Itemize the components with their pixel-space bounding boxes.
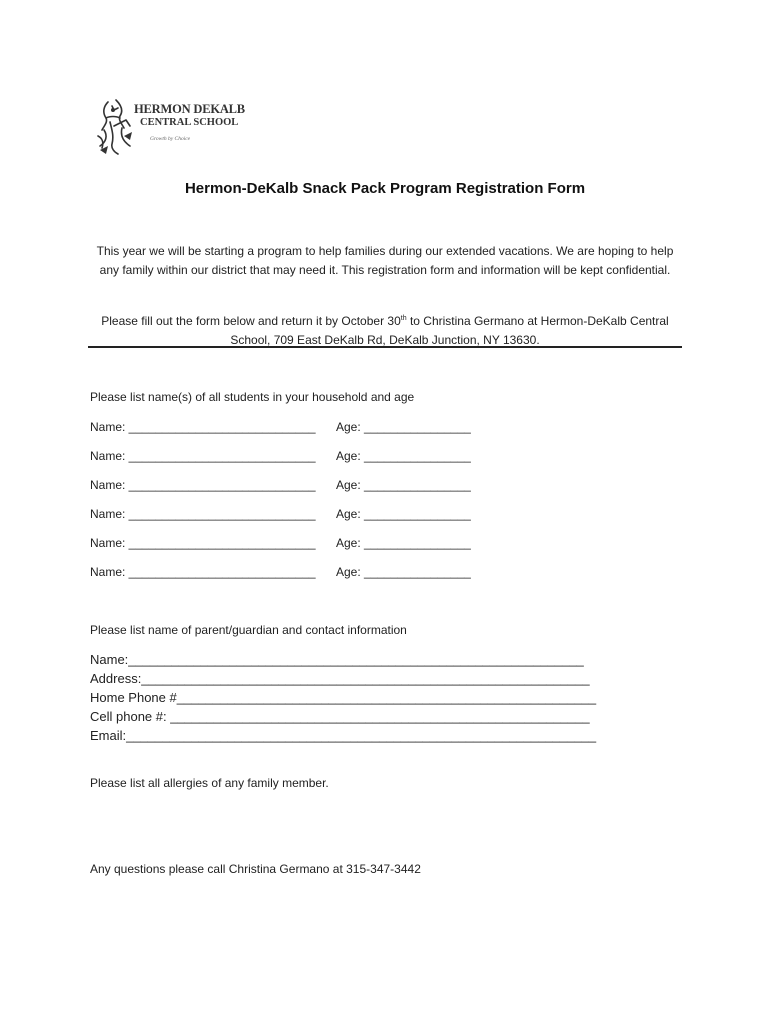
instructions-paragraph [90, 309, 680, 350]
parent-address-field[interactable]: Address:______________________________________________________________ [90, 671, 590, 686]
students-section-label: Please list name(s) of all students in your household and age [90, 390, 415, 404]
instructions-text-start: Please fill out the form below and return it by October 30 [101, 314, 401, 328]
logo-motto: Growth by Choice [150, 136, 191, 142]
parent-home-phone-field[interactable]: Home Phone #__________________________________________________________ [90, 690, 597, 705]
student-name-field[interactable]: Name: ____________________________ [90, 449, 316, 463]
parent-contact-block [90, 650, 596, 745]
instructions-superscript: th [400, 315, 407, 322]
student-row [90, 420, 471, 434]
student-row [90, 565, 471, 579]
contact-footer: Any questions please call Christina Germano at 315-347-3442 [90, 862, 421, 876]
school-logo [94, 96, 245, 158]
student-age-field[interactable]: Age: ________________ [336, 507, 471, 521]
student-name-field[interactable]: Name: ____________________________ [90, 536, 316, 550]
student-row [90, 507, 471, 521]
student-age-field[interactable]: Age: ________________ [336, 565, 471, 579]
instructions-text-end: to Christina Germano at Hermon-DeKalb Central School, 709 East DeKalb Rd, DeKalb Junction, NY 13630. [230, 314, 669, 347]
student-age-field[interactable]: Age: ________________ [336, 449, 471, 463]
student-name-field[interactable]: Name: ____________________________ [90, 565, 316, 579]
parent-email-field[interactable]: Email:_________________________________________________________________ [90, 728, 597, 743]
allergies-label: Please list all allergies of any family member. [90, 776, 329, 790]
form-title: Hermon-DeKalb Snack Pack Program Registration Form [184, 180, 586, 197]
logo-school-name: HERMON DEKALB [134, 102, 245, 116]
parent-cell-phone-field[interactable]: Cell phone #: __________________________________________________________ [90, 709, 590, 724]
student-row [90, 478, 471, 492]
student-name-field[interactable]: Name: ____________________________ [90, 507, 316, 521]
intro-paragraph: This year we will be starting a program to help families during our extended vacations. We are hoping to help any family within our district that may need it. This registration form and information will be kept confidential. [96, 244, 674, 277]
student-age-field[interactable]: Age: ________________ [336, 536, 471, 550]
parent-name-field[interactable]: Name:_______________________________________________________________ [90, 652, 584, 667]
mascot-icon [94, 96, 136, 158]
parent-section-label: Please list name of parent/guardian and contact information [90, 623, 407, 637]
student-age-field[interactable]: Age: ________________ [336, 478, 471, 492]
student-row [90, 536, 471, 550]
logo-school-subtitle: CENTRAL SCHOOL [140, 117, 239, 128]
student-name-field[interactable]: Name: ____________________________ [90, 478, 316, 492]
student-age-field[interactable]: Age: ________________ [336, 420, 471, 434]
student-name-field[interactable]: Name: ____________________________ [90, 420, 316, 434]
section-divider [88, 346, 682, 348]
student-row [90, 449, 471, 463]
